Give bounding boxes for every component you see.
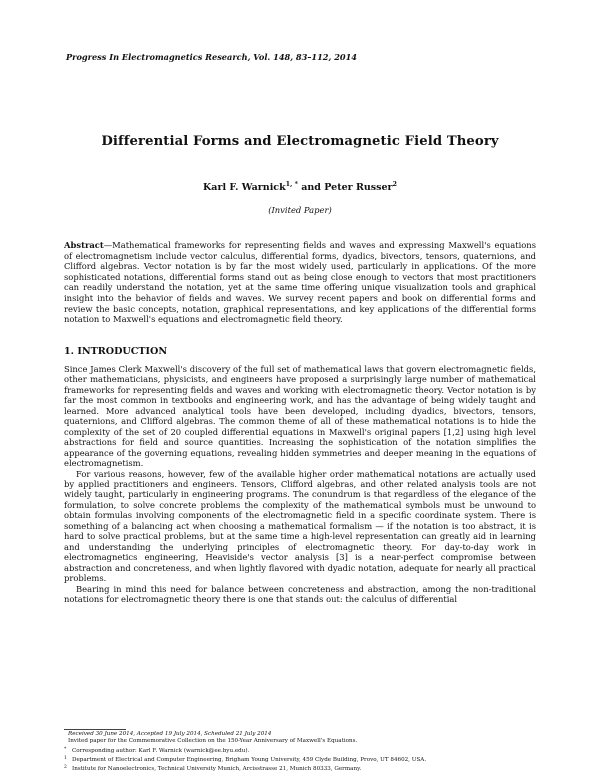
author-line (0, 180, 600, 193)
author-name-2: Peter Russer (324, 182, 393, 193)
paragraph: For various reasons, however, few of the available higher order mathematical notations are actually used by applied practitioners and engineers. Tensors, Clifford algebras, and other related analysis tools are not widely taught, particularly in engineering programs. The conundrum is that regardless of the elegance of the formulation, to solve concrete problems the complexity of the mathematical symbols must be unwound to obtain formulas involving components of the electromagnetic field in a specific coordinate system. There is something of a balancing act when choosing a mathematical formalism — if the notation is too abstract, it is hard to solve practical problems, but at the same time a high-level representation can greatly aid in learning and understanding the underlying principles of electromagnetic theory. For day-to-day work in electromagnetics engineering, Heaviside's vector analysis [3] is a near-perfect compromise between abstraction and concreteness, and when lightly flavored with dyadic notation, adequate for nearly all practical problems. (64, 468, 536, 584)
footnote-affiliation-1-text: Department of Electrical and Computer Engineering, Brigham Young University, 459 Clyde Building, Provo, UT 84602, USA. (72, 756, 427, 763)
footnote-affiliation-2 (64, 764, 540, 773)
footnote-invited: Invited paper for the Commemorative Collection on the 150-Year Anniversary of Maxwell's Equations. (68, 738, 358, 745)
abstract-text: —Mathematical frameworks for representing fields and waves and expressing Maxwell's equations of electromagnetism include vector calculus, differential forms, dyadics, bivectors, tensors, quaternions, and Clifford algebras. Vector notation is by far the most widely used, particularly in applications. Of the more sophisticated notations, differential forms stand out as being close enough to vectors that most practitioners can readily understand the notation, yet at the same time offering unique visualization tools and graphical insight into the behavior of fields and waves. We survey recent papers and book on differential forms and review the basic concepts, notation, graphical representations, and key applications of the differential forms notation to Maxwell's equations and electromagnetic field theory. (64, 240, 536, 325)
body-text (64, 364, 536, 604)
invited-paper-note: (Invited Paper) (268, 205, 332, 215)
footnote-mark: * (64, 746, 67, 752)
paper-title: Differential Forms and Electromagnetic Field Theory (101, 134, 499, 149)
footnotes (64, 731, 540, 773)
footnote-received: Received 30 June 2014, Accepted 19 July 2014, Scheduled 21 July 2014 (68, 731, 272, 737)
abstract-label: Abstract (64, 240, 104, 250)
paragraph: Since James Clerk Maxwell's discovery of the full set of mathematical laws that govern electromagnetic fields, other mathematicians, physicists, and engineers have proposed a surprisingly large number of mathematical frameworks for representing fields and waves and working with electromagnetic theory. Vector notation is by far the most common in textbooks and engineering work, and has the advantage of being widely taught and learned. More advanced analytical tools have been developed, including dyadics, bivectors, tensors, quaternions, and Clifford algebras. The common theme of all of these mathematical notations is to hide the complexity of the set of 20 coupled differential equations in Maxwell's original papers [1,2] using high level abstractions for field and source quantities. Increasing the sophistication of the notation simplifies the appearance of the governing equations, revealing hidden symmetries and deeper meaning in the equations of electromagnetism. (64, 364, 536, 469)
footnote-affiliation-2-text: Institute for Nanoelectronics, Technical University Munich, Arcisstrasse 21, Munich 80333, Germany. (72, 766, 362, 773)
author-name-1: Karl F. Warnick (203, 182, 286, 193)
footnote-mark: 1 (64, 755, 67, 761)
author-affiliation-mark-1: 1, * (285, 180, 298, 188)
footnote-affiliation-1 (64, 755, 540, 764)
footnote-corresponding-text: Corresponding author: Karl F. Warnick (warnick@ee.byu.edu). (72, 747, 250, 754)
author-connector: and (301, 182, 321, 193)
footnote-mark: 2 (64, 765, 67, 771)
abstract (64, 240, 536, 325)
section-heading: 1. INTRODUCTION (64, 346, 168, 357)
journal-header: Progress In Electromagnetics Research, Vol. 148, 83–112, 2014 (66, 52, 357, 62)
footnote-corresponding (64, 746, 540, 755)
footnote-rule (64, 729, 126, 730)
paragraph: Bearing in mind this need for balance between concreteness and abstraction, among the non-traditional notations for electromagnetic theory there is one that stands out: the calculus of differential (64, 583, 536, 604)
author-affiliation-mark-2: 2 (392, 180, 397, 188)
